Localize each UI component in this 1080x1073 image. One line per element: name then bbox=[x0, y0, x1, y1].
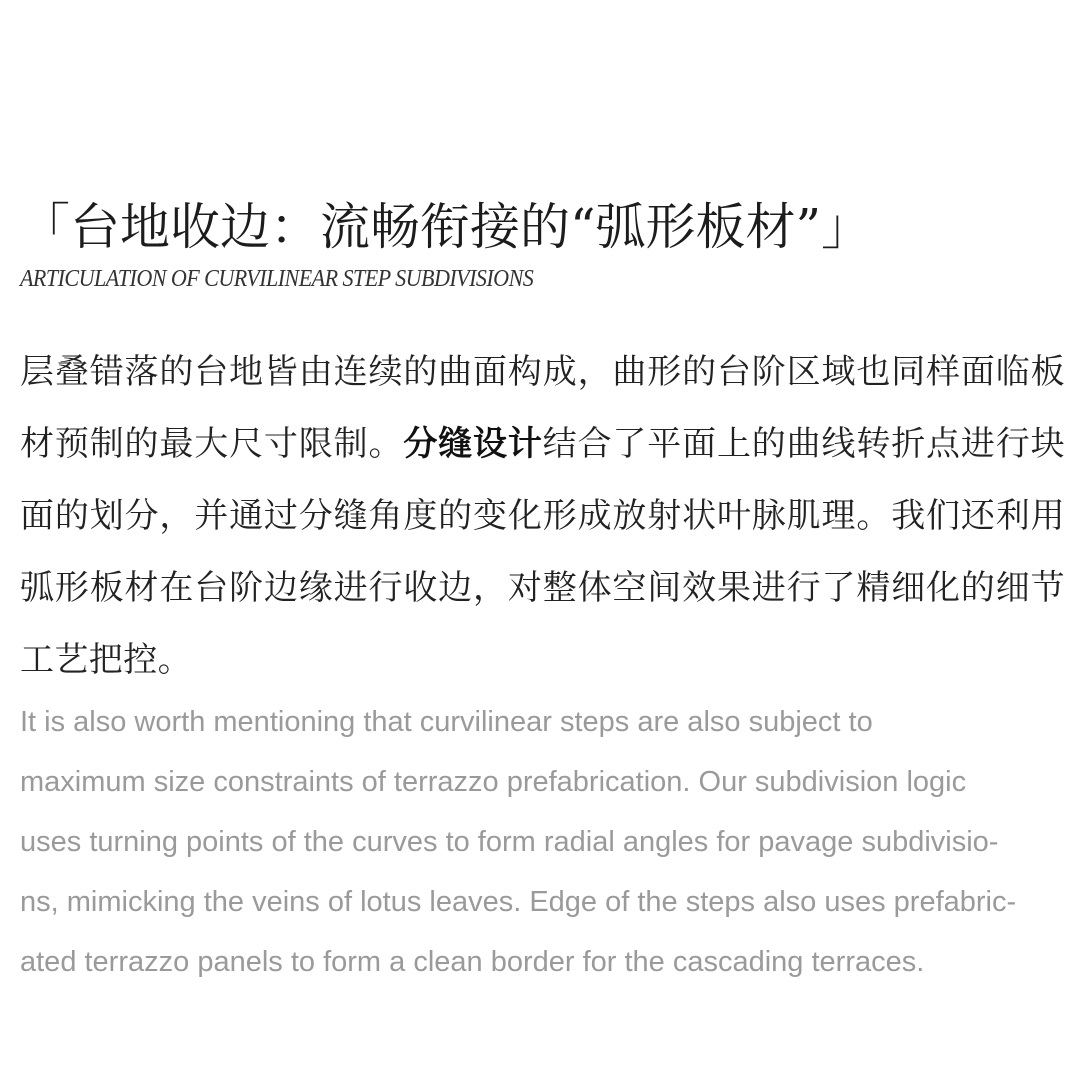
chinese-paragraph-part2: 结合了平面上的曲线转折点进行块面的划分，并通过分缝角度的变化形成放射状叶脉肌理。我们还利用弧形板材在台阶边缘进行收边，对整体空间效果进行了精细化的细节工艺把控。 bbox=[20, 424, 1065, 680]
chinese-paragraph bbox=[20, 336, 1065, 696]
chinese-paragraph-part1: 层叠错落的台地皆由连续的曲面构成，曲形的台阶区域也同样面临板材预制的最大尺寸限制。 bbox=[20, 352, 1065, 464]
english-line-3: uses turning points of the curves to form radial angles for pavage subdivisio- bbox=[20, 826, 999, 858]
section-title: 「台地收边：流畅衔接的“弧形板材”」 bbox=[20, 198, 872, 256]
english-line-2: maximum size constraints of terrazzo prefabrication. Our subdivision logic bbox=[20, 766, 967, 798]
title-block bbox=[20, 188, 1060, 266]
english-line-1: It is also worth mentioning that curvilinear steps are also subject to bbox=[20, 706, 873, 738]
english-line-5: ated terrazzo panels to form a clean border for the cascading terraces. bbox=[20, 946, 925, 978]
chinese-paragraph-bold: 分缝设计 bbox=[403, 424, 543, 464]
section-subtitle: ARTICULATION OF CURVILINEAR STEP SUBDIVISIONS bbox=[20, 266, 534, 292]
english-paragraph bbox=[20, 692, 1060, 992]
english-line-4: ns, mimicking the veins of lotus leaves. Edge of the steps also uses prefabric- bbox=[20, 886, 1017, 918]
